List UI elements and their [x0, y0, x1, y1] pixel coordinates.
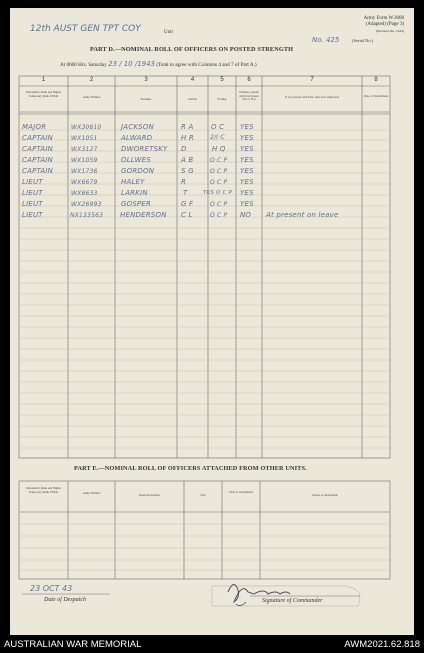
army-number-cell: WX3127	[71, 146, 98, 153]
posting-cell: O C	[211, 123, 225, 131]
army-number-cell: WX6679	[71, 179, 98, 186]
posting-cell: O C P	[210, 168, 228, 175]
army-number-cell: NX133563	[70, 212, 104, 219]
present-cell: YES	[240, 156, 254, 164]
initials-cell: T	[183, 189, 188, 197]
despatch-date: 23 OCT 43	[30, 584, 73, 593]
rank-cell: LIEUT	[22, 178, 43, 186]
rank-cell: CAPTAIN	[22, 134, 54, 142]
part-d-title: PART D.—NOMINAL ROLL OF OFFICERS ON POSTED STRENGTH	[90, 46, 294, 53]
posting-cell: H Q	[212, 145, 226, 153]
col-header: If not present with Unit, state how employed	[285, 96, 339, 99]
posting-cell: O C P	[210, 201, 228, 208]
surname-cell: OLLWES	[121, 156, 152, 164]
col-header: Date of Attachment	[229, 491, 253, 494]
col-header: Whether present with Unit (insert Yes or No)	[239, 91, 259, 102]
posting-cell: O C P	[210, 212, 228, 219]
part-e-title: PART E.—NOMINAL ROLL OF OFFICERS ATTACHED FROM OTHER UNITS.	[74, 465, 307, 472]
surname-cell: GOSPER	[121, 200, 152, 208]
army-number-cell: WX1059	[71, 157, 98, 164]
col-header: Surname	[140, 98, 152, 101]
present-cell: YES	[240, 134, 254, 142]
army-number-cell: WX30610	[71, 124, 102, 131]
initials-cell: G F	[181, 200, 194, 208]
surname-cell: DWORETSKY	[121, 145, 168, 153]
posting-cell: 2/I C	[210, 134, 225, 141]
col-header: Initials	[188, 98, 197, 101]
present-cell: YES	[240, 167, 254, 175]
col-header: Army Number	[82, 492, 101, 495]
col-number: 8	[374, 77, 378, 83]
col-number: 7	[310, 77, 314, 83]
army-number-cell: WX26993	[71, 201, 102, 208]
col-number: 1	[41, 77, 46, 83]
rank-cell: LIEUT	[22, 211, 43, 219]
col-number: 3	[144, 77, 148, 83]
unit-label: Unit	[164, 30, 173, 35]
commander-signature-label: Signature of Commander	[262, 598, 323, 604]
rank-cell: CAPTAIN	[22, 156, 54, 164]
initials-cell: H R	[181, 134, 194, 142]
footer-accession-number: AWM2021.62.818	[344, 639, 420, 650]
initials-cell: S G	[181, 167, 194, 175]
col-header: Date of Detachment	[363, 95, 389, 98]
col-header: Army Number	[82, 96, 101, 99]
col-header: Unit	[200, 494, 206, 497]
rank-cell: CAPTAIN	[22, 145, 54, 153]
rank-cell: CAPTAIN	[22, 167, 54, 175]
col-header: Substantive Rank and Higher Temporary Rank if Held	[25, 487, 62, 494]
roll-date: 23 / 10 /1943	[107, 60, 156, 68]
initials-cell: R A	[181, 123, 194, 131]
date-line: At 0600 Hrs. Saturday 23 / 10 /1943 (Total to agree with Columns 4 and 7 of Part A.)	[60, 60, 257, 68]
posting-cell: O C P	[210, 179, 228, 186]
footer-bar	[0, 635, 424, 653]
form-reference: Army Form W.3068 (Adapted) (Page 3) (Revised Jan. 1943)	[363, 16, 404, 33]
employed-cell: At present on leave	[266, 211, 339, 219]
surname-cell: ALWARD	[121, 134, 153, 142]
despatch-date-label: Date of Despatch	[44, 597, 86, 603]
present-cell: YES	[240, 200, 254, 208]
present-cell: YES	[240, 145, 254, 153]
rank-cell: LIEUT	[22, 200, 43, 208]
surname-cell: GORDON	[121, 167, 155, 175]
col-number: 5	[220, 77, 224, 83]
posting-cell: TKS O C P	[203, 190, 232, 196]
unit-name: 12th AUST GEN TPT COY	[30, 24, 141, 34]
col-header: Rank and Initials	[139, 494, 160, 497]
present-cell: YES	[240, 189, 254, 197]
footer-institution: AUSTRALIAN WAR MEMORIAL	[4, 639, 142, 650]
initials-cell: D	[181, 145, 187, 153]
initials-cell: C L	[181, 211, 193, 219]
present-cell: NO	[240, 211, 252, 219]
col-number: 2	[89, 77, 94, 83]
army-number-cell: WX1736	[71, 168, 98, 175]
serial-number: No. 425	[312, 36, 340, 44]
initials-cell: R	[181, 178, 187, 186]
present-cell: YES	[240, 123, 254, 131]
serial-label: (Serial No.)	[352, 38, 374, 43]
col-header: Posting	[217, 98, 227, 101]
col-header: Nature of Attachment	[312, 494, 338, 497]
col-number: 4	[190, 77, 195, 83]
surname-cell: HENDERSON	[120, 211, 167, 219]
rank-cell: LIEUT	[22, 189, 43, 197]
surname-cell: LARKIN	[121, 189, 148, 197]
col-header: Substantive Rank and Higher Temporary Rank if Held	[25, 91, 62, 98]
army-number-cell: WX1051	[71, 135, 98, 142]
posting-cell: O C P	[210, 157, 228, 164]
rank-cell: MAJOR	[22, 123, 47, 131]
surname-cell: HALEY	[121, 178, 145, 186]
initials-cell: A B	[181, 156, 194, 164]
col-number: 6	[247, 77, 251, 83]
army-number-cell: WX6633	[71, 190, 98, 197]
present-cell: YES	[240, 178, 254, 186]
surname-cell: JACKSON	[121, 123, 154, 131]
